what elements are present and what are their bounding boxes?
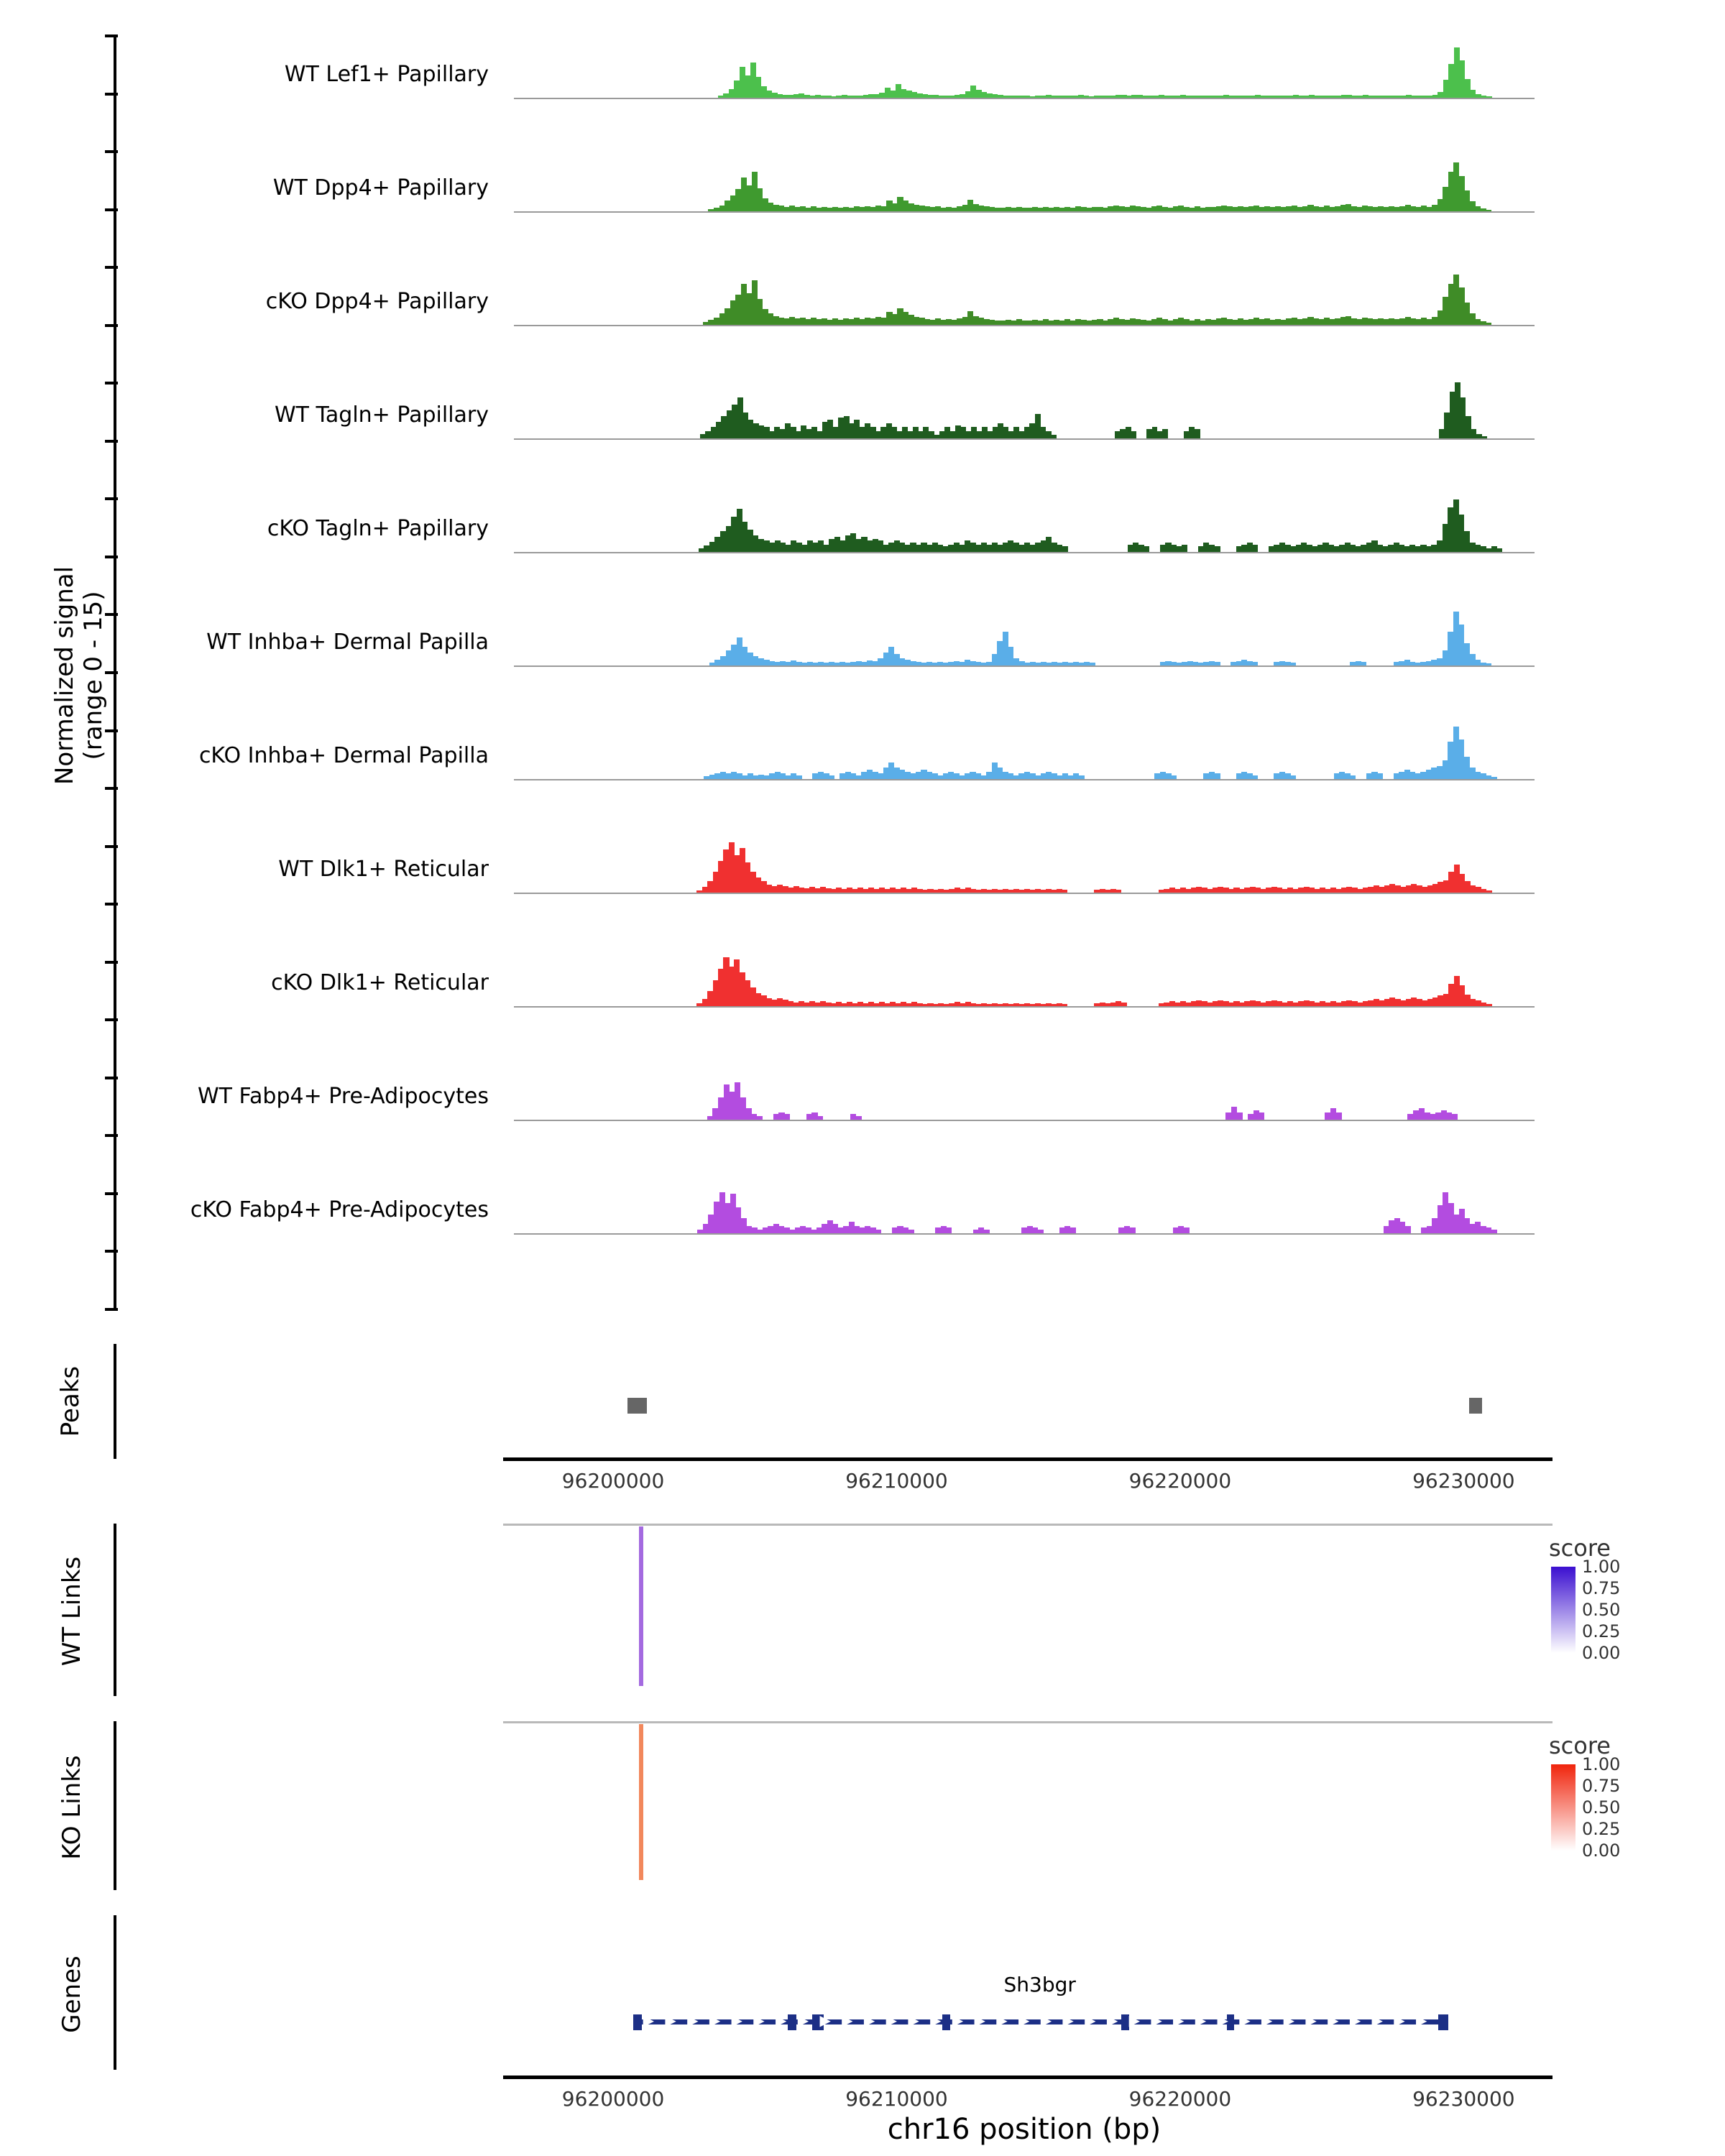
signal-bars (514, 1064, 1535, 1120)
signal-bar (1195, 429, 1200, 438)
ko-link-arc[interactable] (639, 1724, 643, 1880)
signal-bar (1131, 431, 1136, 438)
track-label: cKO Dlk1+ Reticular (271, 970, 489, 995)
track-baseline (514, 438, 1535, 440)
signal-axis-tick (105, 1250, 118, 1253)
gene-strand-arrow: ▶ (842, 2012, 853, 2029)
signal-bar (784, 1114, 790, 1120)
track-baseline (514, 1233, 1535, 1235)
signal-bar (1182, 545, 1187, 552)
signal-bar (1214, 773, 1220, 779)
track-baseline (514, 665, 1535, 667)
genes-tick-label: 96230000 (1412, 2087, 1515, 2111)
legend-tick-label: 0.25 (1582, 1819, 1621, 1839)
track-baseline (514, 779, 1535, 780)
gene-strand-arrow: ▶ (996, 2012, 1008, 2029)
gene-strand-arrow: ▶ (1151, 2012, 1162, 2029)
peaks-tick-label: 96220000 (1128, 1469, 1232, 1493)
signal-track (514, 384, 1535, 440)
peak-marker[interactable] (627, 1398, 648, 1414)
legend-tick-label: 0.00 (1582, 1643, 1621, 1663)
gene-strand-arrow: ▶ (1173, 2012, 1184, 2029)
signal-axis-tick (105, 382, 118, 384)
gene-strand-arrow: ▶ (930, 2012, 942, 2029)
gene-strand-arrow: ▶ (797, 2012, 809, 2029)
legend-color-bar (1550, 1764, 1576, 1851)
gene-strand-arrow: ▶ (665, 2012, 676, 2029)
legend-title: score (1549, 1732, 1611, 1759)
signal-track (514, 611, 1535, 667)
signal-axis-tick (105, 1308, 118, 1311)
signal-bar (1405, 1226, 1411, 1233)
track-baseline (514, 893, 1535, 894)
signal-bar (1259, 1112, 1264, 1120)
signal-bar (1377, 773, 1383, 779)
signal-bars (514, 496, 1535, 552)
gene-strand-arrow: ▶ (819, 2012, 831, 2029)
signal-axis-tick (105, 150, 118, 153)
track-label: WT Fabp4+ Pre-Adipocytes (198, 1084, 489, 1109)
signal-track (514, 157, 1535, 213)
signal-bar (1214, 546, 1220, 552)
gene-strand-arrow: ▶ (1239, 2012, 1251, 2029)
signal-bars (514, 155, 1535, 211)
legend-tick-label: 0.75 (1582, 1578, 1621, 1598)
peaks-tick-label: 96210000 (845, 1469, 948, 1493)
legend-title: score (1549, 1534, 1611, 1562)
signal-axis-tick (105, 93, 118, 96)
track-label: WT Lef1+ Papillary (284, 62, 489, 87)
legend-color-bar (1550, 1566, 1576, 1654)
signal-axis-tick (105, 1134, 118, 1137)
peak-marker[interactable] (1469, 1398, 1482, 1414)
signal-track (514, 724, 1535, 780)
signal-bars (514, 837, 1535, 893)
track-baseline (514, 1006, 1535, 1008)
track-baseline (514, 325, 1535, 326)
legend-tick-label: 0.75 (1582, 1776, 1621, 1796)
signal-axis-tick (105, 266, 118, 269)
x-axis-title: chr16 position (bp) (887, 2113, 1162, 2146)
genes-tick-label: 96210000 (845, 2087, 948, 2111)
gene-strand-arrow: ▶ (974, 2012, 985, 2029)
signal-track (514, 270, 1535, 326)
gene-strand-arrow: ▶ (643, 2012, 655, 2029)
signal-bar (1144, 546, 1149, 552)
track-baseline (514, 552, 1535, 553)
signal-track (514, 497, 1535, 553)
track-baseline (514, 1120, 1535, 1121)
legend-tick-label: 1.00 (1582, 1754, 1621, 1774)
wt-link-arc[interactable] (639, 1526, 643, 1686)
gene-strand-arrow: ▶ (1018, 2012, 1030, 2029)
gene-strand-arrow: ▶ (1106, 2012, 1118, 2029)
signal-track (514, 1065, 1535, 1121)
signal-bar (1130, 1227, 1136, 1233)
ko-links-spine (114, 1721, 116, 1890)
gene-strand-arrow: ▶ (886, 2012, 898, 2029)
gene-strand-arrow: ▶ (1062, 2012, 1074, 2029)
signal-bar (1184, 1227, 1190, 1233)
gene-strand-arrow: ▶ (952, 2012, 964, 2029)
genes-tick-label: 96220000 (1128, 2087, 1232, 2111)
gene-strand-arrow: ▶ (1415, 2012, 1427, 2029)
gene-strand-arrow: ▶ (1305, 2012, 1317, 2029)
signal-bar (1452, 1114, 1458, 1120)
gene-strand-arrow: ▶ (1128, 2012, 1140, 2029)
gene-strand-arrow: ▶ (863, 2012, 875, 2029)
peaks-section-label: Peaks (56, 1365, 85, 1437)
gene-exon (633, 2014, 642, 2030)
track-label: cKO Tagln+ Papillary (267, 516, 489, 541)
gene-exon (942, 2014, 950, 2030)
signal-track (514, 838, 1535, 894)
legend-tick-label: 0.00 (1582, 1841, 1621, 1861)
gene-strand-arrow: ▶ (1261, 2012, 1273, 2029)
gene-name-label: Sh3bgr (1003, 1973, 1076, 1996)
track-label: WT Inhba+ Dermal Papilla (206, 630, 489, 655)
signal-track (514, 1179, 1535, 1235)
peaks-axis-spine (114, 1344, 116, 1459)
peaks-tick-label: 96200000 (561, 1469, 665, 1493)
signal-axis-tick (105, 208, 118, 211)
genes-axis-line (503, 2076, 1552, 2079)
signal-track (514, 952, 1535, 1008)
wt-links-label: WT Links (58, 1556, 86, 1667)
signal-axis-tick (105, 324, 118, 327)
gene-strand-arrow: ▶ (731, 2012, 742, 2029)
gene-strand-arrow: ▶ (908, 2012, 919, 2029)
gene-exon (1438, 2014, 1448, 2030)
gene-exon (1121, 2014, 1129, 2030)
gene-strand-arrow: ▶ (1371, 2012, 1383, 2029)
peaks-tick-label: 96230000 (1412, 1469, 1515, 1493)
genes-axis-spine (114, 1915, 116, 2070)
gene-strand-arrow: ▶ (687, 2012, 699, 2029)
gene-strand-arrow: ▶ (1217, 2012, 1228, 2029)
signal-axis-tick (105, 1018, 118, 1021)
ko-links-top-line (503, 1721, 1552, 1723)
gene-strand-arrow: ▶ (1349, 2012, 1361, 2029)
signal-bars (514, 269, 1535, 325)
genes-section-label: Genes (58, 1955, 86, 2033)
signal-bar (1336, 1112, 1342, 1120)
legend-tick-label: 0.25 (1582, 1621, 1621, 1641)
signal-bar (1062, 546, 1068, 552)
gene-strand-arrow: ▶ (1085, 2012, 1096, 2029)
legend-tick-label: 0.50 (1582, 1797, 1621, 1818)
wt-links-spine (114, 1524, 116, 1696)
signal-axis-tick (105, 1192, 118, 1195)
signal-bars (514, 1177, 1535, 1233)
gene-strand-arrow: ▶ (1394, 2012, 1405, 2029)
signal-axis-tick (105, 440, 118, 443)
gene-strand-arrow: ▶ (753, 2012, 765, 2029)
signal-axis-tick (105, 903, 118, 906)
signal-axis-tick (105, 961, 118, 964)
track-label: WT Tagln+ Papillary (275, 402, 489, 428)
signal-bar (946, 1227, 952, 1233)
ko-links-label: KO Links (58, 1754, 86, 1860)
signal-bars (514, 723, 1535, 779)
signal-axis-tick (105, 1077, 118, 1079)
track-label: cKO Inhba+ Dermal Papilla (198, 743, 489, 768)
gene-strand-arrow: ▶ (709, 2012, 721, 2029)
signal-bar (1237, 1112, 1243, 1120)
gene-strand-arrow: ▶ (1328, 2012, 1339, 2029)
track-label: cKO Dpp4+ Papillary (265, 289, 489, 314)
signal-bars (514, 950, 1535, 1006)
track-baseline (514, 211, 1535, 213)
signal-bar (1252, 545, 1258, 552)
signal-bar (1070, 1227, 1076, 1233)
gene-strand-arrow: ▶ (1283, 2012, 1295, 2029)
signal-bar (1162, 429, 1168, 438)
signal-bars (514, 609, 1535, 665)
signal-bars (514, 42, 1535, 98)
track-label: WT Dpp4+ Papillary (272, 175, 489, 201)
y-axis-label-line2: (range 0 - 15) (79, 591, 108, 760)
wt-links-top-line (503, 1524, 1552, 1526)
track-label: cKO Fabp4+ Pre-Adipocytes (190, 1197, 489, 1222)
legend-tick-label: 0.50 (1582, 1600, 1621, 1620)
gene-strand-arrow: ▶ (1195, 2012, 1207, 2029)
gene-strand-arrow: ▶ (1040, 2012, 1052, 2029)
genes-tick-label: 96200000 (561, 2087, 665, 2111)
gene-exon (788, 2014, 796, 2030)
signal-axis-tick (105, 34, 118, 37)
track-label: WT Dlk1+ Reticular (278, 857, 489, 882)
signal-bars (514, 382, 1535, 438)
y-axis-label-line1: Normalized signal (50, 566, 79, 786)
legend-tick-label: 1.00 (1582, 1557, 1621, 1577)
peaks-axis-line (503, 1457, 1552, 1461)
track-baseline (514, 98, 1535, 99)
gene-strand-arrow: ▶ (776, 2012, 787, 2029)
signal-track (514, 43, 1535, 99)
